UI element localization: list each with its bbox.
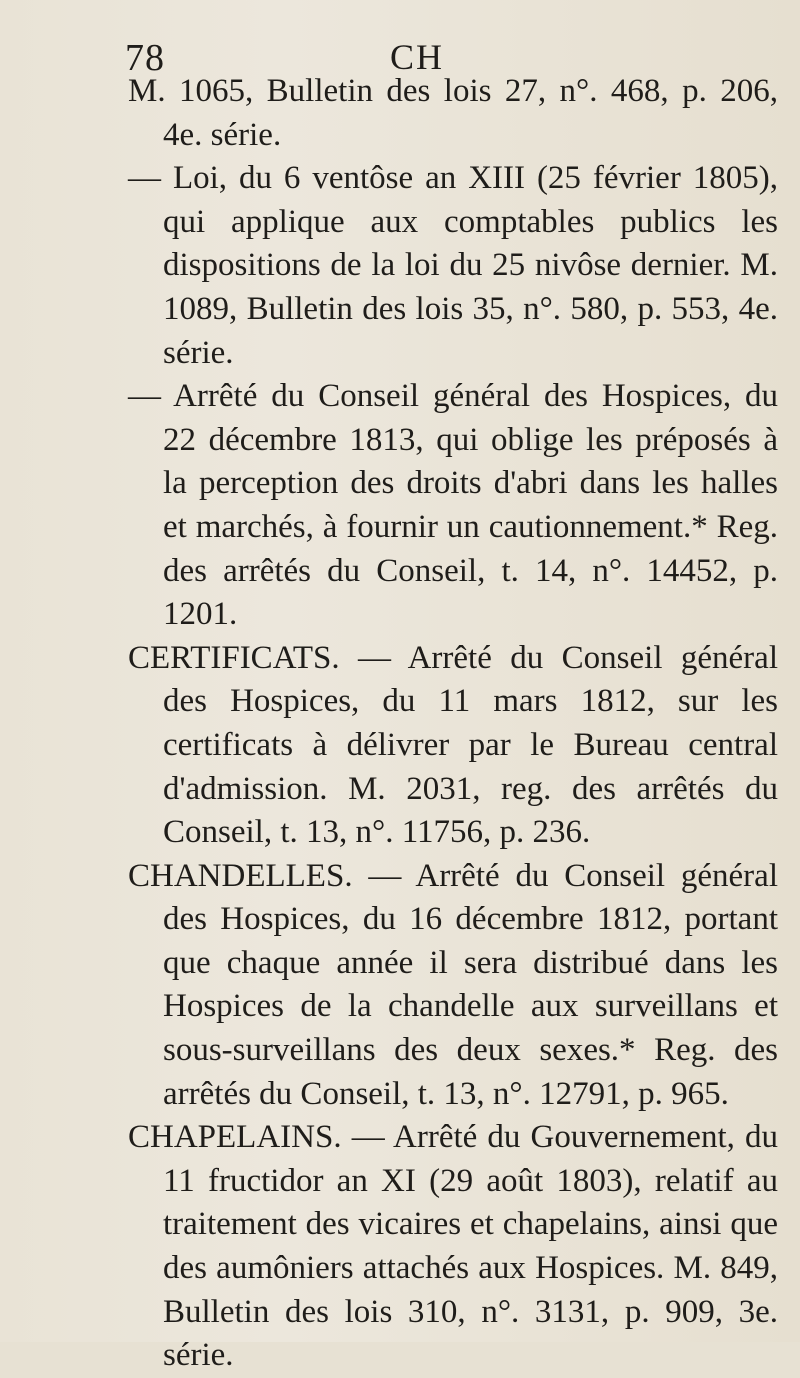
header-title: CH [390, 37, 445, 77]
entry-text: — Loi, du 6 ventôse an XIII (25 février 1805), qui applique aux comptables publics les dispositions de la loi du 25 nivôse dernier. M. 1089, Bulletin des lois 35, n°. 580, p. 553, 4e. série. [128, 160, 778, 371]
page-text [128, 70, 778, 1378]
entry-text: CERTIFICATS. — Arrêté du Conseil général des Hospices, du 11 mars 1812, sur les certificats à délivrer par le Bureau central d'admission. M. 2031, reg. des arrêtés du Conseil, t. 13, n°. 11756, p. 236. [128, 639, 778, 851]
entry-chandelles [128, 855, 778, 1117]
entry-text: M. 1065, Bulletin des lois 27, n°. 468, p. 206, 4e. série. [128, 73, 778, 153]
entry-text: CHANDELLES. — Arrêté du Conseil général des Hospices, du 16 décembre 1812, portant que chaque année il sera distribué dans les Hospices de la chandelle aux surveillans et sous-surveillans des deux sexes.* Reg. des arrêtés du Conseil, t. 13, n°. 12791, p. 965. [128, 857, 778, 1112]
entry-arrete [128, 375, 778, 637]
page-number: 78 [125, 37, 165, 79]
entry-certificats [128, 637, 778, 855]
entry-continuation [128, 70, 778, 157]
entry-text: — Arrêté du Conseil général des Hospices, du 22 décembre 1813, qui oblige les préposés à la perception des droits d'abri dans les halles et marchés, à fournir un cautionnement.* Reg. des arrêtés du Conseil, t. 14, n°. 14452, p. 1201. [128, 378, 778, 633]
entry-chapelains [128, 1116, 778, 1378]
entry-text: CHAPELAINS. — Arrêté du Gouvernement, du 11 fructidor an XI (29 août 1803), relatif au traitement des vicaires et chapelains, ainsi que des aumôniers attachés aux Hospices. M. 849, Bulletin des lois 310, n°. 3131, p. 909, 3e. série. [128, 1119, 778, 1374]
entry-loi [128, 157, 778, 375]
